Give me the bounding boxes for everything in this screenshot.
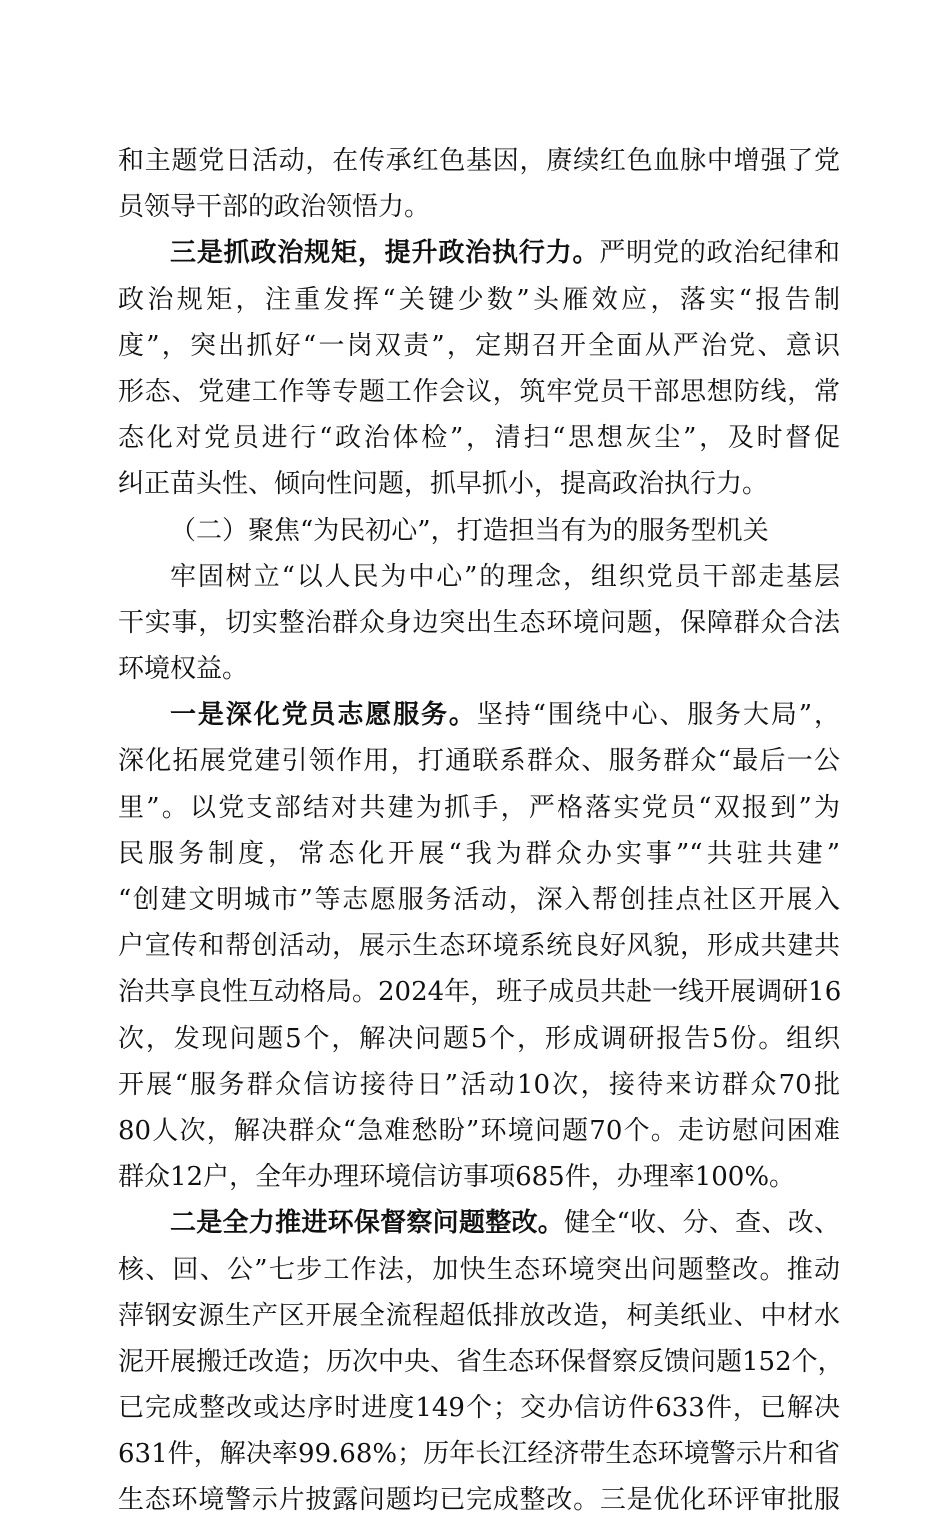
body-text-line: 形态、党建工作等专题工作会议，筑牢党员干部思想防线，常 [118, 376, 840, 407]
body-text-line: 度”，突出抓好“一岗双责”，定期召开全面从严治党、意识 [118, 330, 840, 361]
body-text-line: 纠正苗头性、倾向性问题，抓早抓小，提高政治执行力。 [118, 469, 769, 500]
body-text-line: 开展“服务群众信访接待日”活动10次，接待来访群众70批 [118, 1069, 840, 1100]
body-text-line: 群众12户，全年办理环境信访事项685件，办理率100%。 [118, 1162, 796, 1193]
body-text-line: 核、回、公”七步工作法，加快生态环境突出问题整改。推动 [118, 1254, 840, 1285]
body-text: 坚持“围绕中心、服务大局”， [476, 700, 840, 731]
document-page [118, 138, 844, 1524]
paragraph-start-line [118, 1200, 840, 1246]
paragraph-lead-heading: 二是全力推进环保督察问题整改。 [170, 1208, 565, 1239]
body-text-line: 萍钢安源生产区开展全流程超低排放改造，柯美纸业、中材水 [118, 1300, 840, 1331]
body-text-line: 631件，解决率99.68%；历年长江经济带生态环境警示片和省 [118, 1439, 840, 1470]
body-text-line: 泥开展搬迁改造；历次中央、省生态环保督察反馈问题152个， [118, 1346, 844, 1377]
body-text-line: 环境权益。 [118, 654, 249, 685]
body-text-line: 干实事，切实整治群众身边突出生态环境问题，保障群众合法 [118, 607, 840, 638]
body-text-line: 次，发现问题5个，解决问题5个，形成调研报告5份。组织 [118, 1023, 840, 1054]
body-text-line: 80人次，解决群众“急难愁盼”环境问题70个。走访慰问困难 [118, 1115, 840, 1146]
body-text-line: 已完成整改或达序时进度149个；交办信访件633件，已解决 [118, 1393, 840, 1424]
body-text-line: 牢固树立“以人民为中心”的理念，组织党员干部走基层 [170, 561, 840, 592]
body-text-line: 政治规矩，注重发挥“关键少数”头雁效应，落实“报告制 [118, 284, 840, 315]
body-text-line: 态化对党员进行“政治体检”，清扫“思想灰尘”，及时督促 [118, 423, 840, 454]
body-text: 严明党的政治纪律和 [599, 238, 840, 269]
paragraph-lead-heading: 一是深化党员志愿服务。 [170, 700, 477, 731]
body-text-line: 治共享良性互动格局。2024年，班子成员共赴一线开展调研16 [118, 977, 842, 1008]
body-text-line: 里”。以党支部结对共建为抓手，严格落实党员“双报到”为 [118, 792, 840, 823]
body-text-line: “创建文明城市”等志愿服务活动，深入帮创挂点社区开展入 [118, 885, 840, 915]
body-text-line: 深化拓展党建引领作用，打通联系群众、服务群众“最后一公 [118, 746, 840, 777]
body-text-line: 户宣传和帮创活动，展示生态环境系统良好风貌，形成共建共 [118, 931, 840, 962]
body-text: 健全“收、分、查、改、 [564, 1208, 840, 1239]
body-text-line: 生态环境警示片披露问题均已完成整改。三是优化环评审批服 [118, 1485, 840, 1516]
paragraph-start-line [118, 692, 840, 738]
body-text-line: 民服务制度，常态化开展“我为群众办实事”“共驻共建” [118, 838, 840, 869]
section-heading: （二）聚焦“为民初心”，打造担当有为的服务型机关 [170, 515, 769, 546]
paragraph-start-line [118, 230, 840, 276]
body-text-line: 员领导干部的政治领悟力。 [118, 192, 431, 223]
body-text-line: 和主题党日活动，在传承红色基因，赓续红色血脉中增强了党 [118, 146, 840, 176]
paragraph-lead-heading: 三是抓政治规矩，提升政治执行力。 [170, 238, 600, 269]
